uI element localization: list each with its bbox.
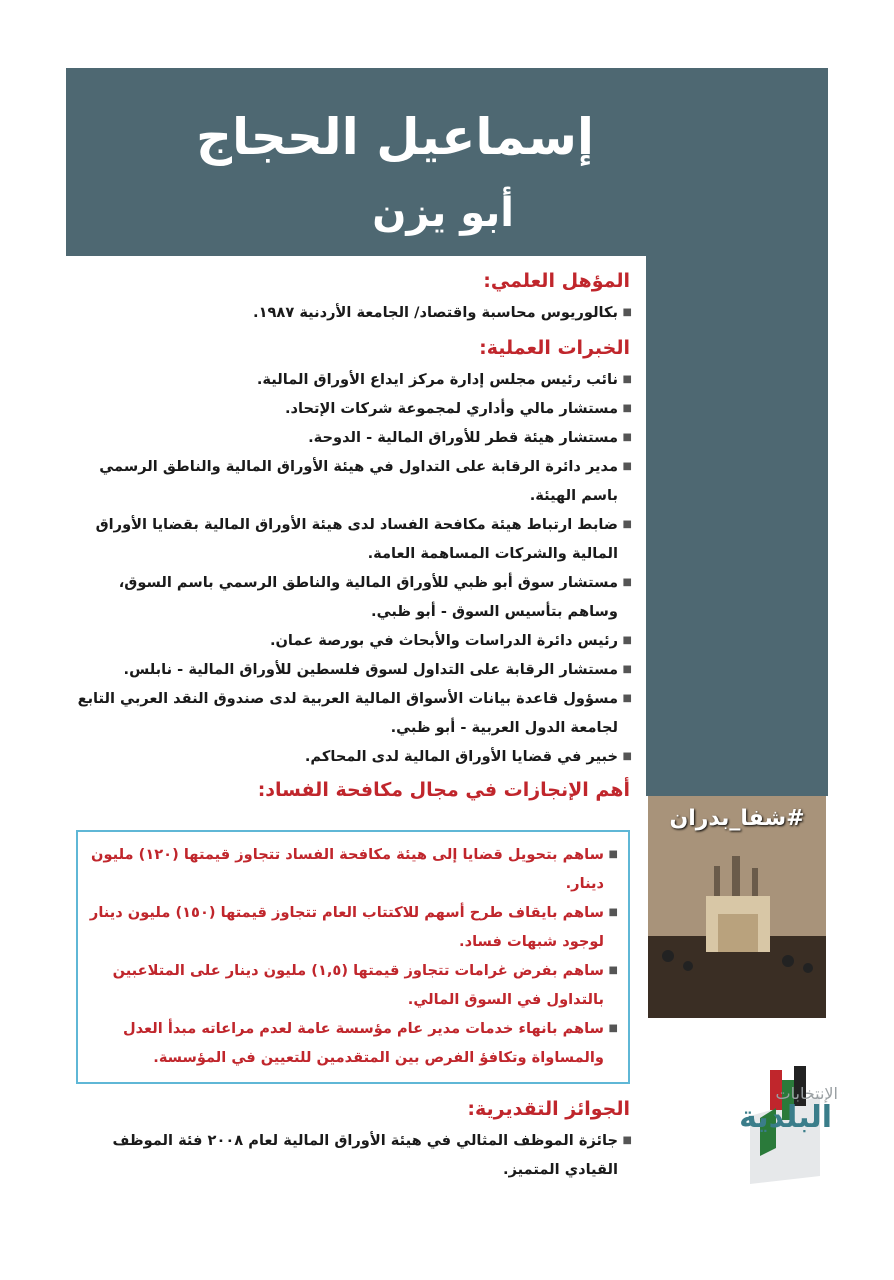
candidate-nickname: أبو يزن [372,190,514,236]
achievement-item: ■ ساهم بانهاء خدمات مدير عام مؤسسة عامة لعدم مراعاته مبدأ العدل والمساواة وتكافؤ الفرص بين المتقدمين للتعيين في المؤسسة. [88,1014,616,1072]
award-item: ■ جائزة الموظف المثالي في هيئة الأوراق المالية لعام ٢٠٠٨ فئة الموظف القيادي المتميز. [70,1126,630,1184]
experience-item: ■ نائب رئيس مجلس إدارة مركز ايداع الأوراق المالية. [70,365,630,394]
experience-item: ■ ضابط ارتباط هيئة مكافحة الفساد لدى هيئة الأوراق المالية بقضايا الأوراق المالية والشركات المساهمة العامة. [70,510,630,568]
candidate-name: إسماعيل الحجاج [196,108,594,166]
experience-item: ■ مستشار سوق أبو ظبي للأوراق المالية والناطق الرسمي باسم السوق، وساهم بتأسيس السوق - أبو ظبي. [70,568,630,626]
experience-item: ■ مدير دائرة الرقابة على التداول في هيئة الأوراق المالية والناطق الرسمي باسم الهيئة. [70,452,630,510]
achievements-title: أهم الإنجازات في مجال مكافحة الفساد: [257,779,630,801]
logo-text-main: البلدية [739,1100,832,1135]
achievement-item: ■ ساهم بايقاف طرح أسهم للاكتتاب العام تتجاوز قيمتها (١٥٠) مليون دينار لوجود شبهات فساد. [88,898,616,956]
experience-title: الخبرات العملية: [479,337,630,359]
campaign-hashtag: #شفا_بدران [669,806,805,831]
experience-item: ■ مستشار هيئة قطر للأوراق المالية - الدوحة. [70,423,630,452]
experience-item: ■ مستشار الرقابة على التداول لسوق فلسطين للأوراق المالية - نابلس. [70,655,630,684]
achievements-box [76,830,630,1084]
experience-item: ■ مسؤول قاعدة بيانات الأسواق المالية العربية لدى صندوق النقد العربي التابع لجامعة الدول العربية - أبو ظبي. [70,684,630,742]
experience-item: ■ رئيس دائرة الدراسات والأبحاث في بورصة عمان. [70,626,630,655]
qualification-title: المؤهل العلمي: [483,270,630,292]
experience-item: ■ مستشار مالي وأداري لمجموعة شركات الإتحاد. [70,394,630,423]
side-band [646,256,828,796]
awards-section [70,1094,630,1184]
profile-content [70,266,630,807]
achievement-item: ■ ساهم بتحويل قضايا إلى هيئة مكافحة الفساد تتجاوز قيمتها (١٢٠) مليون دينار. [88,840,616,898]
qualification-item: ■ بكالوريوس محاسبة واقتصاد/ الجامعة الأردنية ١٩٨٧. [70,298,630,327]
achievement-item: ■ ساهم بفرض غرامات تتجاوز قيمتها (١,٥) مليون دينار على المتلاعبين بالتداول في السوق المالي. [88,956,616,1014]
awards-title: الجوائز التقديرية: [467,1098,630,1120]
experience-item: ■ خبير في قضايا الأوراق المالية لدى المحاكم. [70,742,630,771]
logo-text-top: الإنتخابات [775,1084,838,1103]
